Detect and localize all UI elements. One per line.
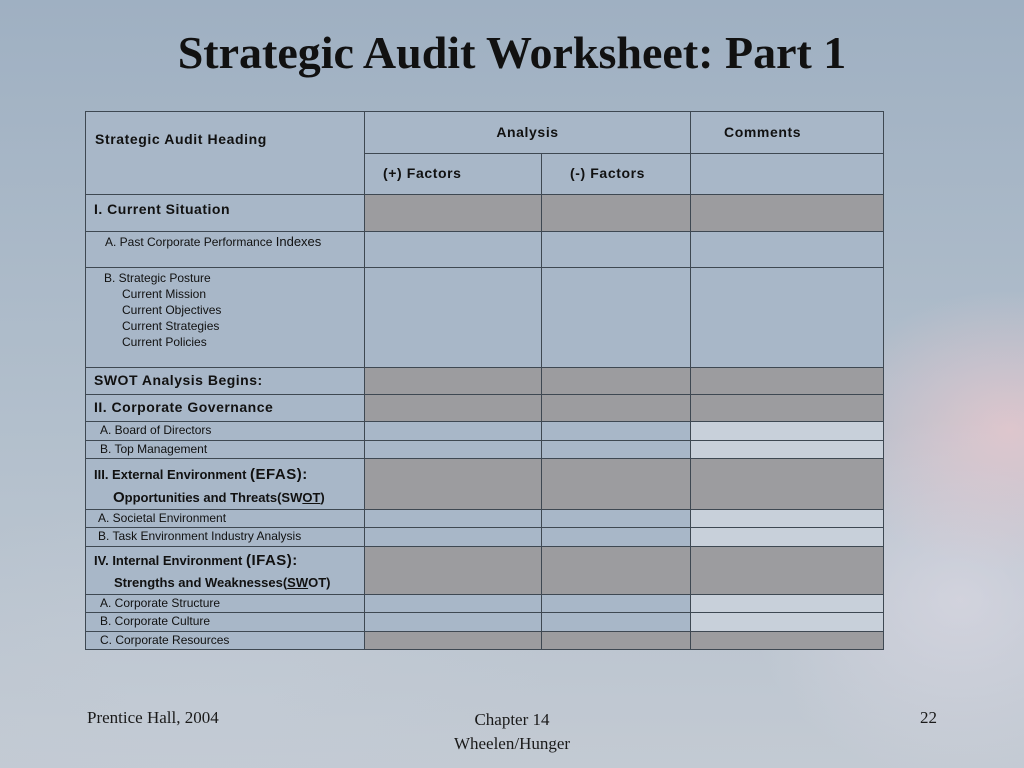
table-cell bbox=[542, 595, 691, 613]
ifas-label: (IFAS): bbox=[245, 552, 298, 569]
opp-threats-close: ) bbox=[320, 490, 325, 505]
footer-publisher: Prentice Hall, 2004 bbox=[87, 708, 219, 727]
table-cell bbox=[691, 632, 884, 650]
row-label-cell bbox=[86, 528, 365, 547]
table-cell bbox=[542, 528, 691, 547]
row-label-cell bbox=[86, 268, 365, 368]
strategic-posture-block bbox=[86, 268, 364, 350]
table-cell bbox=[691, 510, 884, 528]
table-cell bbox=[365, 547, 542, 595]
table-header-row bbox=[86, 112, 884, 154]
table-row bbox=[86, 510, 884, 528]
table-cell bbox=[691, 595, 884, 613]
minus-factors-label: (-) Factors bbox=[570, 165, 646, 181]
comments-column-label: Comments bbox=[724, 123, 802, 140]
table-cell bbox=[691, 422, 884, 441]
slide-title: Strategic Audit Worksheet: Part 1 bbox=[177, 27, 847, 78]
past-performance-indexes: Indexes bbox=[275, 234, 322, 249]
table-cell bbox=[691, 368, 884, 395]
corporate-governance-label: II. Corporate Governance bbox=[94, 399, 274, 415]
opportunities-threats-label bbox=[94, 490, 325, 505]
table-row bbox=[86, 395, 884, 422]
table-cell bbox=[365, 441, 542, 459]
table-cell bbox=[365, 459, 542, 510]
table-row bbox=[86, 441, 884, 459]
table-row bbox=[86, 595, 884, 613]
table-row bbox=[86, 459, 884, 510]
table-cell bbox=[542, 268, 691, 368]
table-row bbox=[86, 422, 884, 441]
external-environment-block bbox=[86, 459, 364, 509]
str-weak-text: Strengths and Weaknesses( bbox=[114, 575, 288, 590]
table-cell bbox=[542, 368, 691, 395]
comments-subheader-cell bbox=[691, 154, 884, 195]
table-cell bbox=[691, 441, 884, 459]
past-performance-label bbox=[86, 232, 364, 249]
table-row bbox=[86, 368, 884, 395]
internal-environment-block bbox=[86, 547, 364, 594]
plus-factors-header bbox=[365, 154, 542, 195]
table-cell bbox=[542, 422, 691, 441]
row-label-cell bbox=[86, 510, 365, 528]
table-cell bbox=[542, 510, 691, 528]
corporate-resources-label: C. Corporate Resources bbox=[100, 633, 230, 647]
footer-authors: Wheelen/Hunger bbox=[453, 734, 571, 753]
table-cell bbox=[365, 395, 542, 422]
task-environment-label: B. Task Environment Industry Analysis bbox=[98, 529, 302, 543]
table-cell bbox=[691, 232, 884, 268]
corporate-structure-label: A. Corporate Structure bbox=[100, 596, 221, 610]
table-cell bbox=[365, 595, 542, 613]
efas-label: (EFAS): bbox=[250, 466, 308, 483]
table-cell bbox=[542, 195, 691, 232]
corporate-culture-label: B. Corporate Culture bbox=[100, 614, 211, 628]
table-cell bbox=[542, 632, 691, 650]
minus-factors-header bbox=[542, 154, 691, 195]
strategic-posture-label: B. Strategic Posture bbox=[104, 271, 211, 285]
table-cell bbox=[691, 268, 884, 368]
table-row bbox=[86, 528, 884, 547]
table-row bbox=[86, 268, 884, 368]
internal-environment-label: IV. Internal Environment bbox=[94, 553, 246, 568]
str-weak-close: OT) bbox=[308, 575, 331, 590]
swot-begins-label: SWOT Analysis Begins: bbox=[94, 372, 263, 388]
board-of-directors-label: A. Board of Directors bbox=[100, 423, 212, 437]
table-cell bbox=[365, 232, 542, 268]
table-cell bbox=[542, 441, 691, 459]
table-cell bbox=[691, 459, 884, 510]
analysis-column-label: Analysis bbox=[496, 123, 559, 140]
table-cell bbox=[365, 268, 542, 368]
strengths-weaknesses-label bbox=[94, 575, 331, 590]
table-cell bbox=[691, 613, 884, 632]
current-strategies-label: Current Strategies bbox=[122, 319, 220, 333]
table-cell bbox=[365, 368, 542, 395]
table-cell bbox=[365, 422, 542, 441]
comments-column-header bbox=[691, 112, 884, 154]
row-label-cell bbox=[86, 422, 365, 441]
table-cell bbox=[365, 528, 542, 547]
footer-chapter-block bbox=[400, 708, 624, 756]
current-mission-label: Current Mission bbox=[122, 287, 207, 301]
table-cell bbox=[691, 547, 884, 595]
row-label-cell bbox=[86, 195, 365, 232]
table-cell bbox=[365, 195, 542, 232]
table-cell bbox=[542, 459, 691, 510]
external-environment-label: III. External Environment bbox=[94, 467, 251, 482]
past-performance-text: A. Past Corporate Performance bbox=[105, 235, 276, 249]
row-label-cell bbox=[86, 368, 365, 395]
table-cell bbox=[542, 395, 691, 422]
current-situation-label: I. Current Situation bbox=[94, 201, 230, 217]
table-row bbox=[86, 232, 884, 268]
current-objectives-label: Current Objectives bbox=[122, 303, 222, 317]
opp-threats-ot: OT bbox=[302, 490, 321, 505]
table-cell bbox=[365, 613, 542, 632]
analysis-column-header bbox=[365, 112, 691, 154]
audit-worksheet-table bbox=[85, 111, 884, 650]
plus-factors-label: (+) Factors bbox=[383, 165, 462, 181]
current-policies-label: Current Policies bbox=[122, 335, 207, 349]
row-label-cell bbox=[86, 613, 365, 632]
footer-page-number: 22 bbox=[920, 708, 937, 727]
table-row bbox=[86, 613, 884, 632]
opp-threats-initial: O bbox=[113, 489, 125, 506]
table-cell bbox=[691, 528, 884, 547]
table-cell bbox=[542, 613, 691, 632]
table-cell bbox=[365, 632, 542, 650]
row-label-cell bbox=[86, 547, 365, 595]
table-cell bbox=[365, 510, 542, 528]
footer-chapter: Chapter 14 bbox=[474, 710, 550, 729]
table-row bbox=[86, 195, 884, 232]
table-cell bbox=[691, 195, 884, 232]
row-label-cell bbox=[86, 232, 365, 268]
row-label-cell bbox=[86, 595, 365, 613]
table-cell bbox=[542, 547, 691, 595]
row-label-cell bbox=[86, 459, 365, 510]
table-row bbox=[86, 547, 884, 595]
top-management-label: B. Top Management bbox=[100, 442, 208, 456]
societal-environment-label: A. Societal Environment bbox=[98, 511, 227, 525]
str-weak-sw: SW bbox=[287, 575, 309, 590]
row-label-cell bbox=[86, 441, 365, 459]
row-label-cell bbox=[86, 395, 365, 422]
row-label-cell bbox=[86, 632, 365, 650]
table-row bbox=[86, 632, 884, 650]
table-cell bbox=[691, 395, 884, 422]
heading-column-header bbox=[86, 112, 365, 195]
heading-column-label: Strategic Audit Heading bbox=[95, 131, 267, 147]
opp-threats-text: pportunities and Threats(SW bbox=[124, 490, 303, 505]
table-cell bbox=[542, 232, 691, 268]
